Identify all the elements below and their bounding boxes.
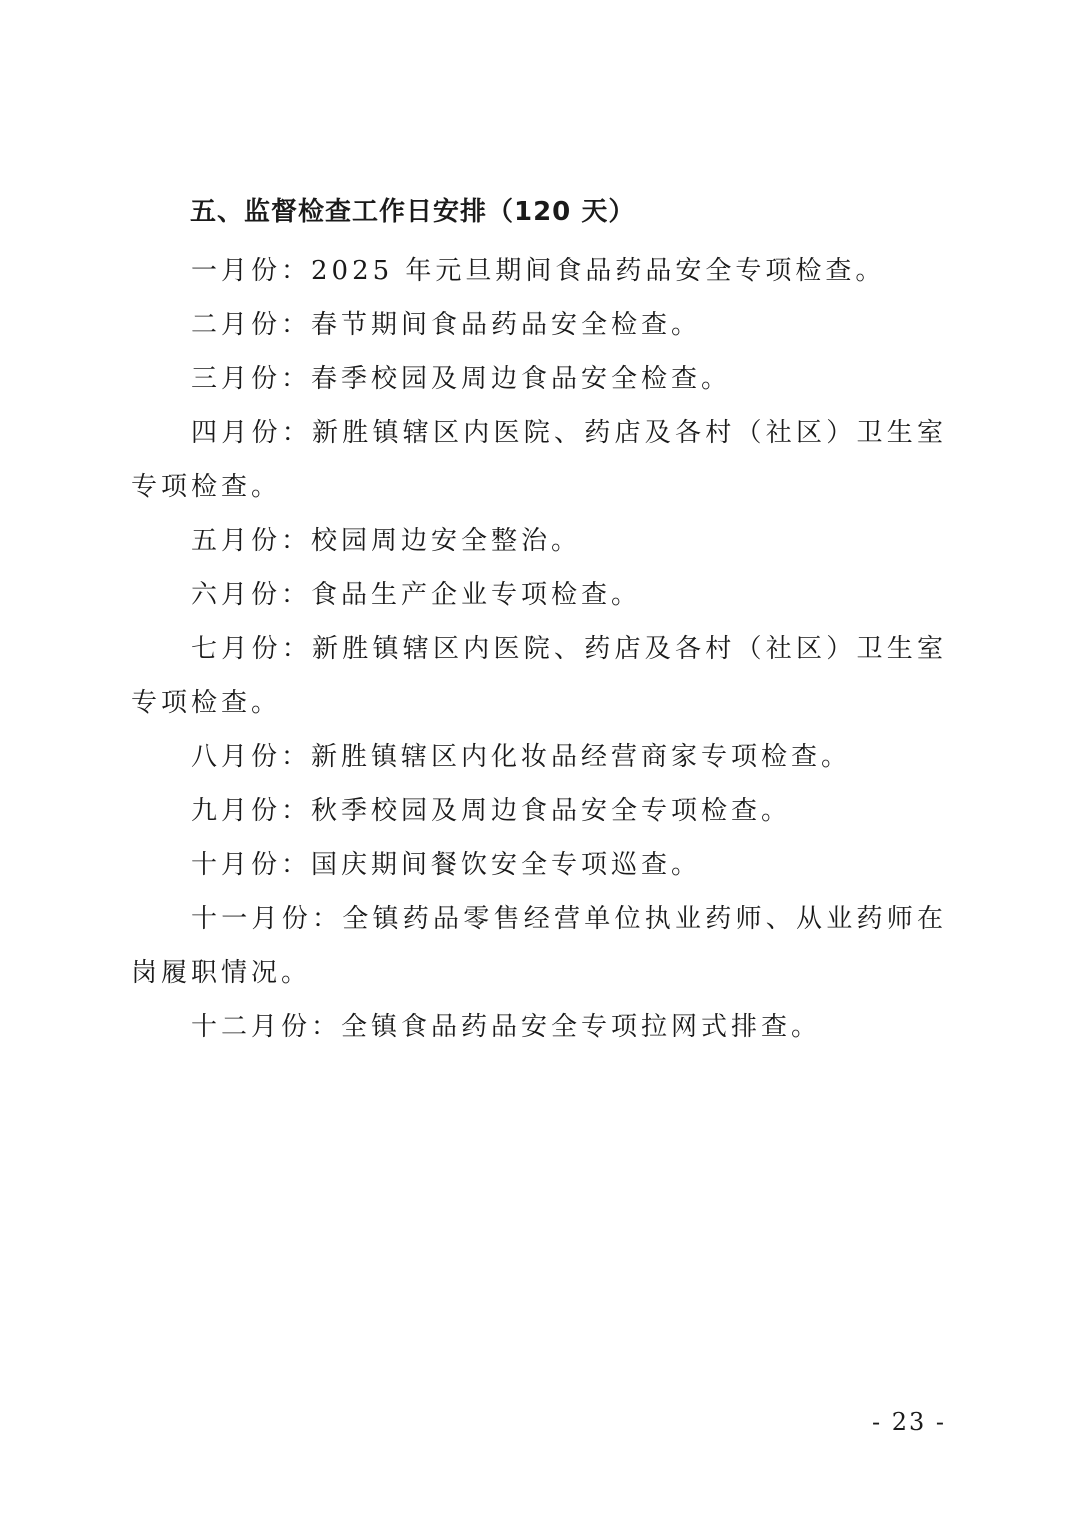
schedule-item-july: 七月份：新胜镇辖区内医院、药店及各村（社区）卫生室专项检查。 <box>131 634 947 718</box>
schedule-item-august: 八月份：新胜镇辖区内化妆品经营商家专项检查。 <box>191 742 852 772</box>
schedule-item-may: 五月份：校园周边安全整治。 <box>191 526 582 556</box>
schedule-item-september: 九月份：秋季校园及周边食品安全专项检查。 <box>191 796 792 826</box>
schedule-list <box>131 244 947 1054</box>
schedule-item-october: 十月份：国庆期间餐饮安全专项巡查。 <box>191 850 702 880</box>
schedule-item-february: 二月份：春节期间食品药品安全检查。 <box>191 310 702 340</box>
section-heading: 五、监督检查工作日安排（120 天） <box>190 197 636 227</box>
schedule-item-march: 三月份：春季校园及周边食品安全检查。 <box>191 364 732 394</box>
page-number: - 23 - <box>871 1408 946 1436</box>
schedule-item-june: 六月份：食品生产企业专项检查。 <box>191 580 642 610</box>
schedule-item-january: 一月份：2025 年元旦期间食品药品安全专项检查。 <box>191 256 886 286</box>
schedule-item-november: 十一月份：全镇药品零售经营单位执业药师、从业药师在岗履职情况。 <box>131 904 947 988</box>
schedule-item-april: 四月份：新胜镇辖区内医院、药店及各村（社区）卫生室专项检查。 <box>131 418 947 502</box>
schedule-item-december: 十二月份：全镇食品药品安全专项拉网式排查。 <box>191 1012 822 1042</box>
